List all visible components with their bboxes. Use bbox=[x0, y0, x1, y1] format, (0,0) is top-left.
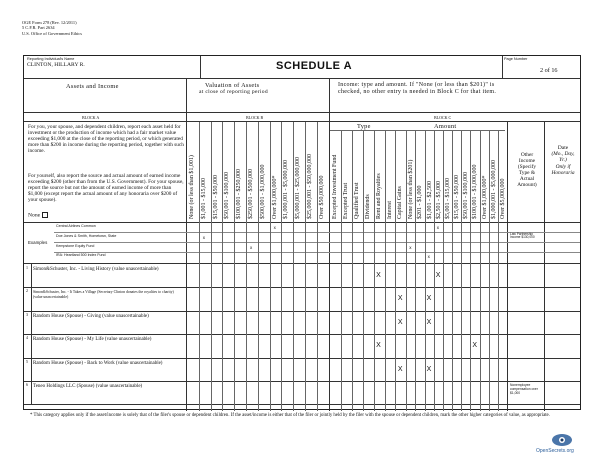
other-income-line: Income bbox=[518, 157, 536, 164]
valuation-column-header: $1,000,001 - $5,000,000 bbox=[283, 160, 290, 219]
row-number: 1 bbox=[26, 265, 28, 270]
grid-line bbox=[385, 130, 386, 411]
valuation-column-header: Over $50,000,000 bbox=[318, 175, 325, 219]
row-number-divider bbox=[31, 358, 32, 381]
row-number-divider bbox=[31, 334, 32, 357]
valuation-column-header: $100,001 - $250,000 bbox=[236, 169, 243, 219]
income-amount-column-header: $201 - $1,000 bbox=[417, 185, 424, 219]
date-line: Honoraria bbox=[551, 169, 575, 176]
example-mark: x bbox=[436, 225, 439, 230]
block-b-label: BLOCK B bbox=[246, 115, 264, 120]
other-income-line: Amount) bbox=[517, 181, 537, 188]
income-amount-column-header: $100,001 - $1,000,000 bbox=[472, 164, 479, 219]
other-income-line: (Specify bbox=[517, 163, 537, 170]
row-number: 6 bbox=[26, 382, 28, 387]
valuation-column-header: $25,000,001 - $50,000,000 bbox=[307, 154, 313, 219]
reporting-individual-label: Reporting Individual's Name bbox=[27, 57, 75, 61]
other-income-title: Other bbox=[520, 152, 534, 158]
grid-line bbox=[374, 130, 375, 411]
grid-line bbox=[317, 122, 318, 411]
example-mark: x bbox=[427, 254, 430, 260]
income-type-column-header: Capital Gains bbox=[397, 186, 404, 219]
grid-line bbox=[199, 122, 200, 411]
valuation-column-header: $1,001 - $15,000 bbox=[200, 178, 207, 219]
valuation-column-header: $500,001 - $1,000,000 bbox=[259, 164, 266, 219]
example-mark: x bbox=[409, 244, 412, 250]
grid-line bbox=[489, 130, 490, 411]
income-type-mark: X bbox=[397, 295, 403, 303]
example-mark: x bbox=[202, 234, 206, 240]
row-number-divider bbox=[31, 381, 32, 404]
row-separator bbox=[24, 334, 580, 335]
row-number-divider bbox=[31, 287, 32, 310]
grid-line bbox=[281, 122, 282, 411]
instructions-paragraph-2: For yourself, also report the source and actual amount of earned income exceeding $200 (other than from the U.S. Government). For your spouse, report the source but not the amount of earned income of more than $1,000 (except report the actual amount of any honoraria over $200 of your spouse). bbox=[28, 173, 184, 204]
valuation-column-header: $250,001 - $500,000 bbox=[248, 169, 254, 219]
form-number: OGE Form 278 (Rev. 12/2011) bbox=[22, 20, 77, 25]
income-amount-column-header: Over $1,000,000* bbox=[481, 175, 488, 219]
page-number: 2 of 16 bbox=[540, 67, 558, 74]
row-asset-description: Random House (Spouse) - My Life (value unascertainable) bbox=[33, 337, 152, 343]
income-type-column-header: Interest bbox=[386, 201, 393, 219]
income-amount-column-header: $1,001 - $2,500 bbox=[426, 181, 433, 219]
agency-name: U.S. Office of Government Ethics bbox=[22, 30, 82, 36]
watermark-text: OpenSecrets.org bbox=[536, 448, 574, 454]
schedule-title: SCHEDULE A bbox=[276, 60, 353, 72]
grid-line bbox=[452, 130, 453, 411]
income-heading: Income: type and amount. If "None (or less than $201)" is bbox=[338, 82, 495, 88]
grid-line bbox=[363, 130, 364, 411]
grid-line bbox=[258, 122, 259, 411]
other-income-line: Type & bbox=[518, 169, 536, 176]
grid-line bbox=[211, 122, 212, 411]
grid-line bbox=[415, 130, 416, 411]
row-asset-description: Simon&Schuster, Inc. - It Takes a Village (Secretary Clinton donates the royalties to charity) (value unascertainable) bbox=[33, 290, 174, 299]
income-amount-column-header: None (or less than $201) bbox=[408, 159, 415, 219]
grid-line bbox=[341, 130, 342, 411]
income-amount-mark: X bbox=[472, 342, 478, 350]
income-type-mark: X bbox=[397, 318, 403, 326]
grid-line bbox=[480, 130, 481, 411]
valuation-heading: Valuation of Assets bbox=[205, 82, 260, 89]
grid-line bbox=[443, 130, 444, 411]
income-amount-mark: X bbox=[435, 272, 441, 279]
income-amount-column-header: $5,001 - $15,000 bbox=[444, 178, 451, 219]
form-header bbox=[22, 20, 82, 36]
income-type-column-header: Rent and Royalties bbox=[375, 173, 382, 219]
page-number-label: Page Number bbox=[504, 57, 528, 61]
date-line: Only if bbox=[555, 163, 571, 170]
grid-line bbox=[434, 130, 435, 411]
example-asset: Doe Jones & Smith, Hometown, State bbox=[56, 233, 117, 238]
row-asset-description: Teneo Holdings LLC (Spouse) (value unascertainable) bbox=[33, 384, 143, 389]
type-heading: Type bbox=[357, 123, 371, 130]
date-header bbox=[546, 145, 580, 176]
block-c-label: BLOCK C bbox=[434, 115, 452, 120]
grid-line bbox=[330, 130, 505, 131]
income-type-column-header: Excepted Trust bbox=[342, 182, 349, 219]
schedule-sheet bbox=[23, 55, 581, 410]
row-other-income: Nonemployee compensation over $1,000 bbox=[510, 383, 538, 395]
block-a-label: BLOCK A bbox=[82, 115, 100, 120]
row-separator bbox=[24, 404, 580, 405]
grid-line bbox=[305, 122, 306, 411]
grid-line bbox=[246, 122, 247, 411]
examples-label: Examples bbox=[28, 240, 48, 245]
income-amount-mark: X bbox=[426, 365, 432, 373]
reporting-individual-name: CLINTON, HILLARY R. bbox=[27, 62, 85, 68]
row-asset-description: Random House (Spouse) - Back to Work (value unascertainable) bbox=[33, 360, 163, 366]
none-checkbox[interactable] bbox=[42, 212, 48, 218]
none-row bbox=[28, 212, 48, 218]
row-separator bbox=[24, 287, 580, 288]
income-amount-column-header: Over $5,000,000 bbox=[499, 178, 506, 219]
income-type-column-header: Qualified Trust bbox=[353, 182, 360, 219]
row-number: 2 bbox=[26, 288, 28, 294]
income-type-column-header: Dividends bbox=[364, 194, 371, 219]
income-type-mark: X bbox=[397, 365, 403, 373]
income-amount-column-header: $50,001 - $100,000 bbox=[463, 172, 470, 219]
grid-line bbox=[222, 122, 223, 411]
cfr-reference: 5 C.F.R. Part 2634 bbox=[22, 25, 55, 31]
example-asset: Kempstone Equity Fund bbox=[56, 243, 95, 248]
grid-line bbox=[461, 130, 462, 411]
row-number: 3 bbox=[26, 311, 28, 317]
row-number: 4 bbox=[26, 335, 28, 341]
valuation-column-header: Over $1,000,000* bbox=[271, 175, 278, 219]
row-separator bbox=[24, 358, 580, 359]
example-mark: x bbox=[273, 225, 276, 230]
income-amount-column-header: $15,001 - $50,000 bbox=[454, 175, 461, 219]
opensecrets-logo bbox=[530, 430, 594, 460]
income-type-mark: X bbox=[376, 342, 381, 350]
grid-line bbox=[425, 130, 426, 411]
date-line: Yr.) bbox=[559, 157, 567, 164]
grid-line bbox=[498, 130, 499, 411]
grid-line bbox=[406, 130, 407, 411]
amount-heading: Amount bbox=[434, 123, 457, 130]
valuation-column-header: $5,000,001 - $25,000,000 bbox=[295, 157, 302, 219]
grid-line bbox=[470, 130, 471, 411]
grid-line bbox=[270, 122, 271, 411]
grid-line bbox=[234, 122, 235, 411]
example-asset: IRA: Heartland 500 Index Fund bbox=[56, 253, 106, 258]
example-asset: Central Airlines Common bbox=[56, 224, 96, 228]
row-separator bbox=[24, 311, 580, 312]
date-title: Date bbox=[557, 145, 569, 151]
example-mark: x bbox=[250, 244, 253, 250]
income-amount-column-header: $2,501 - $5,000 bbox=[435, 181, 442, 219]
instructions-paragraph-1: For you, your spouse, and dependent children, report each asset held for investment or the production of income which had a fair market value exceeding $1,000 at the close of the reporting period, or which generated more than $200 in income during the reporting period, together with such income. bbox=[28, 124, 184, 155]
income-amount-mark: X bbox=[426, 318, 432, 326]
grid-line bbox=[352, 130, 353, 411]
income-type-column-header: Excepted Investment Fund bbox=[332, 154, 338, 219]
valuation-column-header: None (or less than $1,001) bbox=[189, 155, 195, 219]
valuation-subheading: at close of reporting period bbox=[199, 89, 268, 95]
row-number-divider bbox=[31, 311, 32, 334]
grid-line bbox=[395, 130, 396, 411]
income-type-mark: X bbox=[376, 272, 381, 279]
example-other-income: Law Partnership Income $130,000 bbox=[510, 231, 535, 240]
valuation-column-header: $50,001 - $100,000 bbox=[224, 172, 231, 219]
none-label: None bbox=[28, 212, 41, 219]
footnote: * This category applies only if the asset/income is solely that of the filer's spouse or dependent children. If the asset/income is either that of the filer or jointly held by the filer with the spouse or dependent children, mark the other higher categories of value, as appropriate. bbox=[30, 413, 550, 418]
row-asset-description: Random House (Spouse) - Giving (value unascertainable) bbox=[33, 313, 149, 319]
row-number-divider bbox=[31, 264, 32, 287]
row-asset-description: Simon&Schuster, Inc. - Living History (value unascertainable) bbox=[33, 267, 159, 272]
income-amount-mark: X bbox=[426, 295, 432, 303]
income-amount-column-header: $1,000,001 - $5,000,000 bbox=[490, 160, 497, 219]
other-income-header bbox=[511, 153, 543, 188]
income-subheading: checked, no other entry is needed in Block C for that item. bbox=[338, 89, 497, 95]
grid-line bbox=[293, 122, 294, 411]
valuation-column-header: $15,001 - $50,000 bbox=[212, 175, 219, 219]
assets-income-heading: Assets and Income bbox=[66, 83, 119, 90]
row-number: 5 bbox=[26, 358, 28, 364]
row-separator bbox=[24, 381, 580, 382]
date-line: (Mo., Day, bbox=[551, 151, 575, 158]
other-income-line: Actual bbox=[519, 175, 535, 182]
